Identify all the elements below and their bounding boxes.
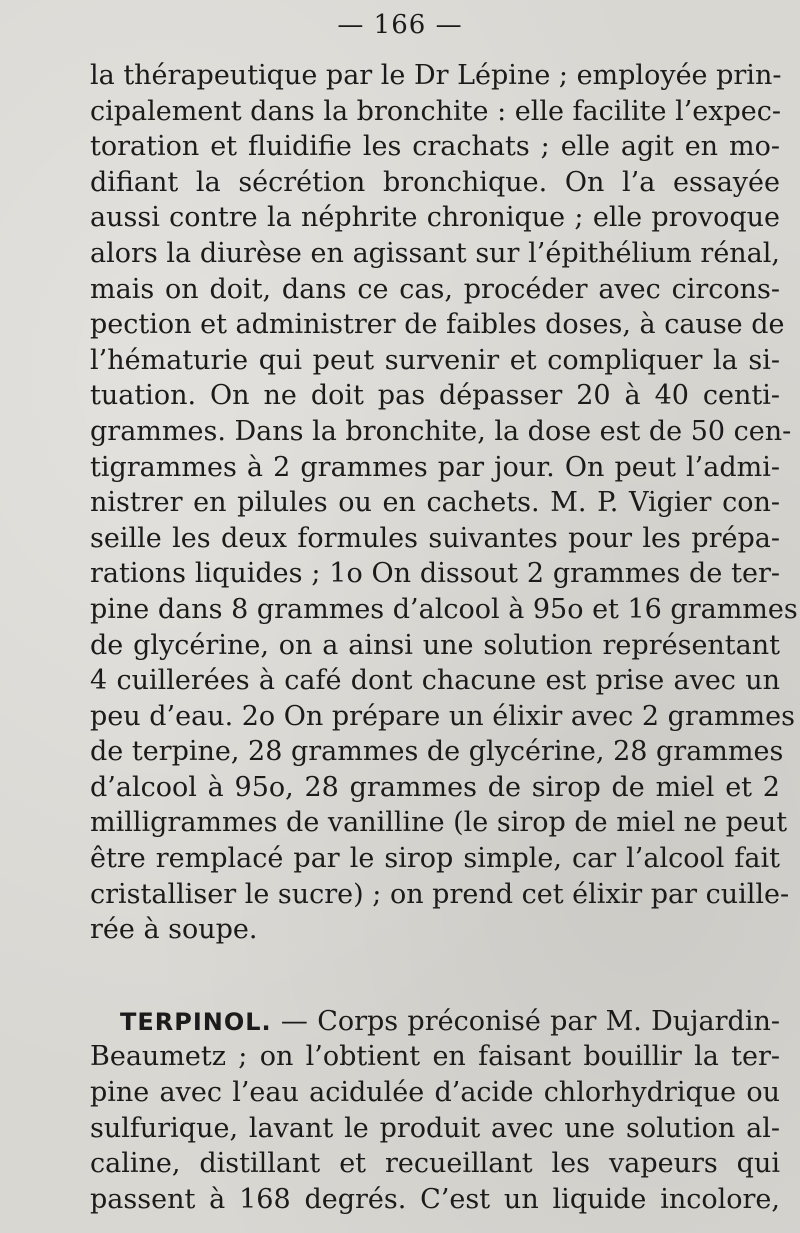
text-line: cipalement dans la bronchite : elle facilite l’expec- [90, 95, 782, 127]
text-line: milligrammes de vanilline (le sirop de miel ne peut [90, 807, 788, 839]
entry-lead-text: — Corps préconisé par M. Dujardin- [271, 1005, 780, 1037]
entry-term: TERPINOL. [120, 1007, 272, 1036]
page-number: — 166 — [337, 10, 463, 40]
text-line: cristalliser le sucre) ; on prend cet élixir par cuille- [90, 878, 790, 910]
page-body [90, 58, 798, 1217]
text-line: de terpine, 28 grammes de glycérine, 28 grammes [90, 736, 784, 768]
text-line: l’hématurie qui peut survenir et compliquer la si- [90, 344, 780, 376]
text-line: peu d’eau. 2o On prépare un élixir avec 2 grammes [90, 700, 795, 732]
text-line: caline, distillant et recueillant les vapeurs qui [90, 1148, 780, 1180]
paragraph-terpine [90, 58, 798, 948]
text-line: aussi contre la néphrite chronique ; elle provoque [90, 202, 780, 234]
paragraph-spacer [90, 948, 780, 1004]
text-line: mais on doit, dans ce cas, procéder avec circons- [90, 273, 780, 305]
text-line [90, 1004, 780, 1040]
text-line: rations liquides ; 1o On dissout 2 grammes de ter- [90, 558, 780, 590]
text-line: sulfurique, lavant le produit avec une solution al- [90, 1112, 780, 1144]
paragraph-terpinol [90, 1004, 780, 1218]
text-line: difiant la sécrétion bronchique. On l’a essayée [90, 166, 780, 198]
text-line: pine dans 8 grammes d’alcool à 95o et 16 grammes [90, 593, 798, 625]
text-line: la thérapeutique par le Dr Lépine ; employée prin- [90, 60, 782, 91]
text-line: grammes. Dans la bronchite, la dose est de 50 cen- [90, 415, 792, 447]
text-line: rée à soupe. [90, 914, 258, 946]
text-line: tuation. On ne doit pas dépasser 20 à 40 centi- [90, 380, 780, 412]
text-line: être remplacé par le sirop simple, car l’alcool fait [90, 843, 780, 875]
text-line: tigrammes à 2 grammes par jour. On peut l’admi- [90, 451, 780, 483]
text-line: pection et administrer de faibles doses, à cause de [90, 309, 785, 341]
text-line: seille les deux formules suivantes pour les prépa- [90, 522, 780, 554]
text-line: de glycérine, on a ainsi une solution représentant [90, 629, 780, 661]
text-line: passent à 168 degrés. C’est un liquide incolore, [90, 1183, 780, 1215]
text-line: d’alcool à 95o, 28 grammes de sirop de miel et 2 [90, 771, 780, 803]
text-line: Beaumetz ; on l’obtient en faisant bouillir la ter- [90, 1041, 780, 1073]
text-line: nistrer en pilules ou en cachets. M. P. Vigier con- [90, 487, 780, 519]
text-line: toration et fluidifie les crachats ; elle agit en mo- [90, 131, 780, 163]
text-line: 4 cuillerées à café dont chacune est prise avec un [90, 665, 780, 697]
text-line: pine avec l’eau acidulée d’acide chlorhydrique ou [90, 1077, 780, 1109]
text-line: alors la diurèse en agissant sur l’épithélium rénal, [90, 237, 780, 269]
